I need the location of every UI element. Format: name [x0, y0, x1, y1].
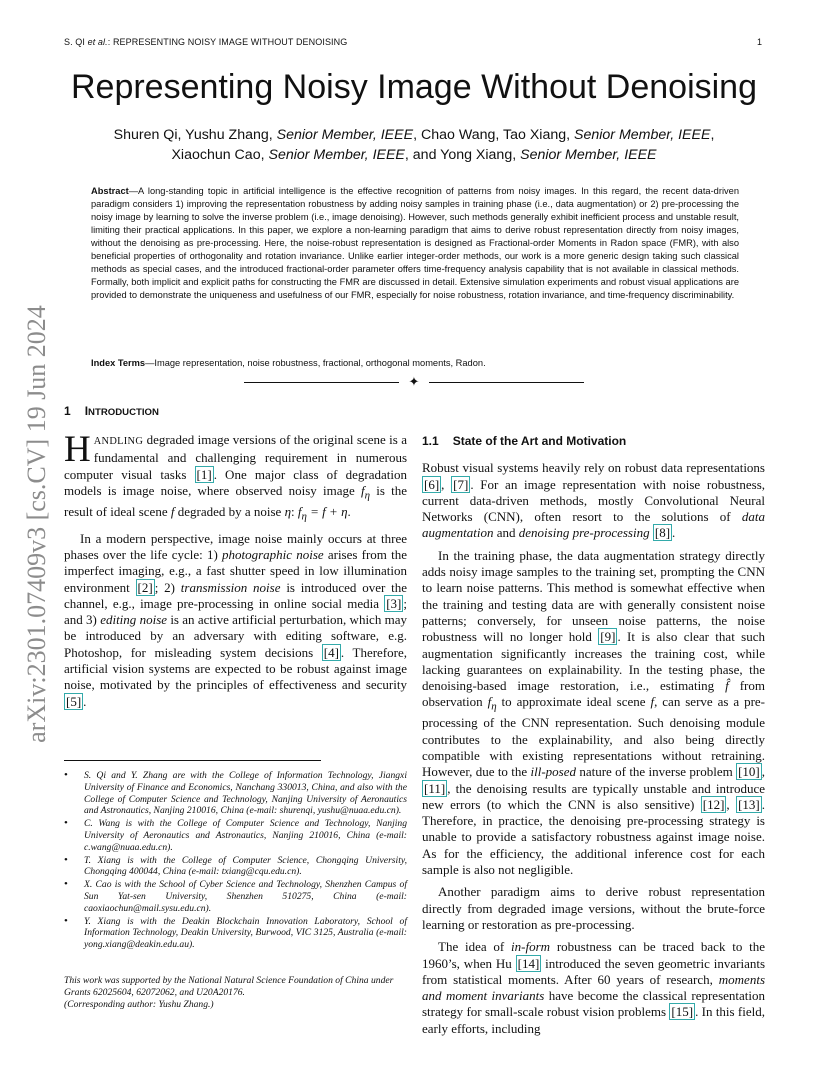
citation-link[interactable]: [14]	[517, 955, 540, 971]
author-name: Shuren Qi	[113, 127, 178, 143]
subsection-title: State of the Art and Motivation	[452, 434, 627, 448]
divider-line-left	[244, 382, 399, 383]
citation-link[interactable]: [10]	[738, 764, 760, 780]
author-membership: Senior Member, IEEE	[276, 127, 414, 143]
running-head-title: : REPRESENTING NOISY IMAGE WITHOUT DENOISING	[107, 37, 348, 47]
author-name: Tao Xiang	[503, 127, 567, 143]
arxiv-stamp: arXiv:2301.07409v3 [cs.CV] 19 Jun 2024	[22, 305, 51, 743]
citation-link[interactable]: [12]	[702, 796, 725, 812]
index-terms-text: Image representation, noise robustness, fractional, orthogonal moments, Radon.	[154, 358, 486, 368]
citation-link[interactable]: [8]	[654, 525, 671, 541]
author-name: Xiaochun Cao	[171, 147, 261, 163]
section-number: 1	[64, 404, 71, 418]
author-name: Chao Wang	[420, 127, 496, 143]
subsection-heading	[422, 433, 765, 449]
citation-link[interactable]: [13]	[738, 796, 760, 812]
footnote-item: • S. Qi and Y. Zhang are with the College of Information Technology, Jiangxi University of Finance and Economics, Nanchang 330013, China, and also with the College of Computer Science and Technology, Nanjing University of Aeronautics and Astronautics, Nanjing 210016, China (e-mail: shurenqi, yushu@nuaa.edu.cn).	[64, 770, 407, 817]
footnote-item: • Y. Xiang is with the Deakin Blockchain Innovation Laboratory, School of Information Technology, Deakin University, Burwood, VIC 3125, Australia (e-mail: yong.xiang@deakin.edu.au).	[64, 916, 407, 951]
section-divider	[244, 375, 584, 391]
author-membership: Senior Member, IEEE	[520, 147, 657, 163]
author-membership: Senior Member, IEEE	[574, 127, 711, 143]
footnote-item: • C. Wang is with the College of Computer Science and Technology, Nanjing University of Aeronautics and Astronautics, Nanjing 210016, China (e-mail: c.wang@nuaa.edu.cn).	[64, 818, 407, 853]
citation-link[interactable]: [1]	[196, 466, 212, 482]
citation-link[interactable]: [15]	[671, 1004, 694, 1020]
footnote-rule	[64, 760, 321, 761]
footnote-item: • T. Xiang is with the College of Computer Science, Chongqing University, Chongqing 400044, China (e-mail: txiang@cqu.edu.cn).	[64, 855, 407, 879]
author-name: Yong Xiang	[440, 147, 513, 163]
section-heading-introduction: 1 INTRODUCTION	[64, 404, 159, 418]
paper-title: Representing Noisy Image Without Denoising	[70, 68, 757, 106]
citation-link[interactable]: [5]	[66, 693, 82, 709]
running-head-authors: S. QI	[64, 37, 86, 47]
intro-paragraph-1: HANDLING degraded image versions of the original scene is a fundamental and challenging requirement in numerous computer visual tasks [1] . One major class of degradation models is image noise, where observed noisy image $f_\eta$ is the result of ideal scene f degraded by a noise η: $f_\eta = f + \eta$.	[64, 429, 407, 523]
motivation-paragraph-3: Another paradigm aims to derive robust representation directly from degraded image versions, without the brute-force learning or restoration as pre-processing.	[422, 884, 765, 932]
index-terms-label: Index Terms	[91, 358, 146, 368]
author-list: Shuren Qi, Yushu Zhang, Senior Member, IEEE, Chao Wang, Tao Xiang, Senior Member, IEEE, Xiaochun Cao, Senior Member, IEEE, and Yong Xiang, Senior Member, IEEE	[113, 127, 715, 163]
citation-link[interactable]: [3]	[386, 595, 402, 611]
author-name: Yushu Zhang	[185, 127, 269, 143]
citation-link[interactable]: [4]	[323, 644, 339, 660]
index-terms: Index Terms—Image representation, noise robustness, fractional, orthogonal moments, Radon.	[91, 358, 486, 368]
subsection-number: 1.1	[422, 434, 439, 448]
citation-link[interactable]: [9]	[600, 629, 616, 645]
divider-diamond-icon: ✦	[408, 375, 420, 390]
running-head	[64, 37, 347, 47]
citation-link[interactable]: [6]	[424, 476, 440, 492]
dropcap: H	[64, 429, 91, 470]
page-number: 1	[757, 37, 763, 47]
citation-link[interactable]: [11]	[424, 780, 446, 796]
abstract-text: A long-standing topic in artificial intelligence is the effective recognition of patterns from noisy images. In this regard, the recent data-driven paradigm considers 1) improving the representation robustness by adding noisy samples in training phase (i.e., data augmentation) or 2) pre-processing the noisy image by learning to solve the inverse problem (i.e., image denoising). However, such methods generally exhibit inefficient process and unstable result, limiting their practical applications. In this paper, we explore a non-learning paradigm that aims to derive robust representation directly from noisy images, without the denoising as pre-processing. Here, the noise-robust representation is designed as Fractional-order Moments in Radon space (FMR), with also beneficial properties of orthogonality and rotation invariance. Unlike earlier integer-order methods, our work is a more generic design taking such classical methods as special cases, and the introduced fractional-order parameter offers time-frequency analysis capability that is not available in classical methods. Formally, both implicit and explicit paths for constructing the FMR are discussed in detail. Extensive simulation experiments and robust visual applications are provided to demonstrate the uniqueness and usefulness of our FMR, especially for noise robustness, rotation invariance, and time-frequency discriminability.	[91, 186, 739, 300]
citation-link[interactable]: [7]	[453, 476, 469, 492]
left-column	[64, 429, 408, 710]
footnote-list	[64, 770, 407, 952]
divider-line-right	[429, 382, 584, 383]
right-column	[422, 433, 765, 1037]
citation-link[interactable]: [2]	[137, 579, 153, 595]
intro-paragraph-2: In a modern perspective, image noise mainly occurs at three phases over the life cycle: 1) photographic noise arises from the imperfect imaging, e.g., a fast shutter speed in low illumination environment [2] ; 2) transmission noise is introduced over the channel, e.g., image pre-processing in online social media [3] ; and 3) editing noise is an active artificial perturbation, which may be introduced by an adversary with editing software, e.g. Photoshop, for misleading system decisions [4] . Therefore, artificial vision systems are expected to be robust against image noise, motivated by the principles of effectiveness and security [5] .	[64, 530, 408, 709]
author-membership: Senior Member, IEEE	[268, 147, 405, 163]
funding-note: This work was supported by the National Natural Science Foundation of China under Grants 62025604, 62072062, and U20A20176. (Corresponding author: Yushu Zhang.)	[64, 975, 394, 1010]
motivation-paragraph-2: In the training phase, the data augmentation strategy directly adds noisy image samples to the training set, prompting the CNN to learn noise patterns. This method is somewhat effective when the training and testing data are with generally consistent noise patterns; conversely, for unseen noise patterns, the noise robustness will no longer hold [9] . It is also clear that such augmentation significantly increases the training cost, while lacking guarantees on explainability. In the testing phase, the denoising-based image restoration, i.e., estimating f̂ from observation $f_\eta$ to approximate ideal scene f, can serve as a pre-processing of the CNN representation. Such denoising module contributes to the explainability, and also being directly compatible with existing representations without retraining. However, due to the ill-posed nature of the inverse problem [10] , [11] , the denoising results are typically unstable and introduce new errors (to which the CNN is also sensitive) [12] , [13] . Therefore, in practice, the denoising pre-processing strategy is unable to provide a satisfactory robustness against image noise. As for the efficiency, the additional inference cost for each sample is also not negligible.	[422, 547, 766, 878]
abstract: Abstract—A long-standing topic in artificial intelligence is the effective recognition of patterns from noisy images. In this regard, the recent data-driven paradigm considers 1) improving the representation robustness by adding noisy samples in training phase (i.e., data augmentation) or 2) pre-processing the noisy image by learning to solve the inverse problem (i.e., image denoising). However, such methods generally exhibit inefficient process and unstable result, limiting their practical applications. In this paper, we explore a non-learning paradigm that aims to derive robust representation directly from noisy images, without the denoising as pre-processing. Here, the noise-robust representation is designed as Fractional-order Moments in Radon space (FMR), with also beneficial properties of orthogonality and rotation invariance. Unlike earlier integer-order methods, our work is a more generic design taking such classical methods as special cases, and the introduced fractional-order parameter offers time-frequency analysis capability that is not available in classical methods. Formally, both implicit and explicit paths for constructing the FMR are discussed in detail. Extensive simulation experiments and robust visual applications are provided to demonstrate the uniqueness and usefulness of our FMR, especially for noise robustness, rotation invariance, and time-frequency discriminability.	[91, 186, 739, 300]
abstract-label: Abstract	[91, 186, 129, 196]
footnote-item: • X. Cao is with the School of Cyber Science and Technology, Shenzhen Campus of Sun Yat-sen University, Shenzhen 510275, China (e-mail: caoxiaochun@mail.sysu.edu.cn).	[64, 879, 407, 914]
running-head-etal: et al.	[87, 37, 108, 47]
motivation-paragraph-4: The idea of in-form robustness can be traced back to the 1960’s, when Hu [14] introduced the seven geometric invariants from statistical moments. After 60 years of research, moments and moment invariants have become the classical representation strategy for small-scale robust vision problems [15] . In this field, early efforts, including	[422, 939, 766, 1036]
motivation-paragraph-1: Robust visual systems heavily rely on robust data representations [6] , [7] . For an image representation with noise robustness, current data-driven methods, mostly Convolutional Neural Networks (CNN), often resort to the solutions of data augmentation and denoising pre-processing [8] .	[422, 460, 765, 541]
